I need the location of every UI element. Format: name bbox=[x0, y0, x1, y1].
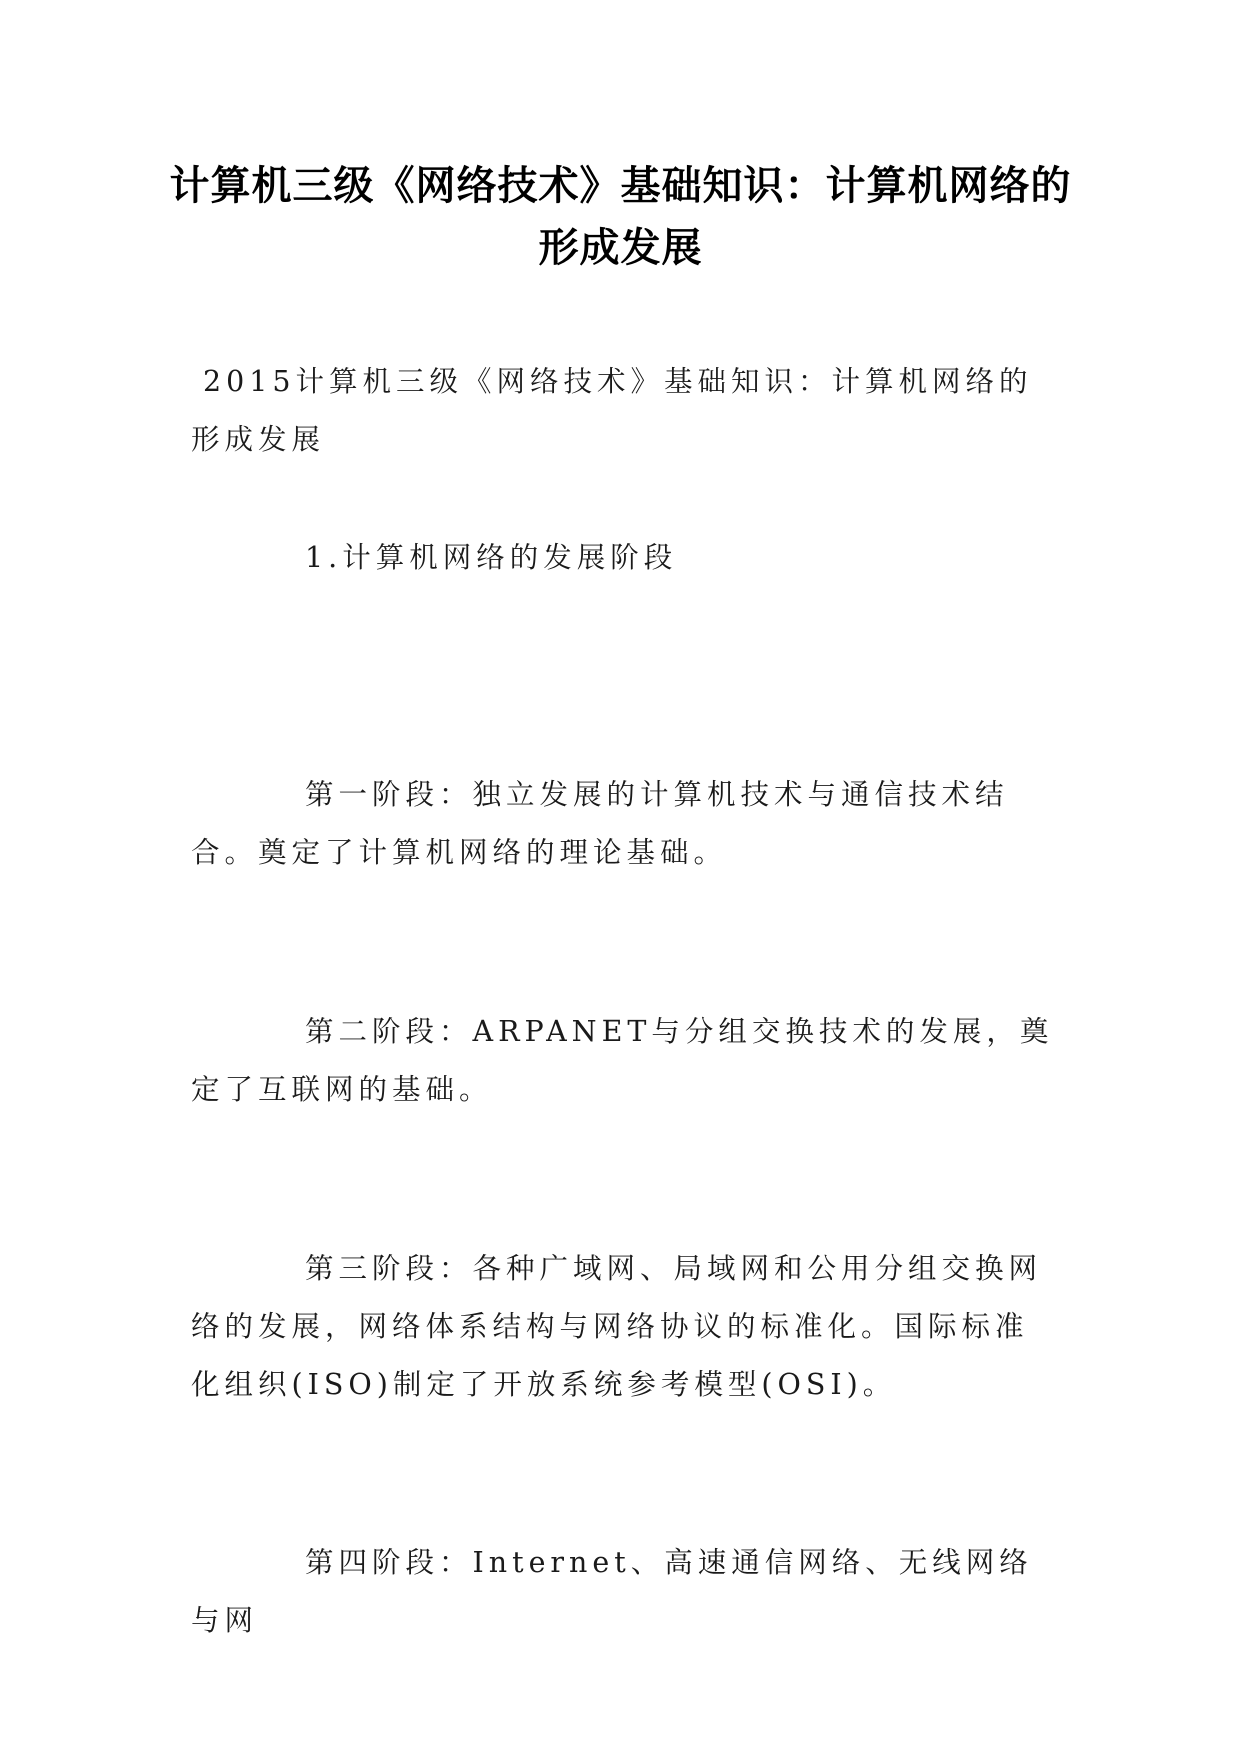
stage-1-paragraph: 第一阶段：独立发展的计算机技术与通信技术结合。奠定了计算机网络的理论基础。 bbox=[191, 778, 1009, 869]
intro-paragraph: 2015计算机三级《网络技术》基础知识：计算机网络的形成发展 bbox=[191, 365, 1033, 456]
stage-3-paragraph: 第三阶段：各种广域网、局域网和公用分组交换网络的发展，网络体系结构与网络协议的标准化。国际标准化组织(ISO)制定了开放系统参考模型(OSI)。 bbox=[191, 1252, 1043, 1401]
stage-4-paragraph: 第四阶段：Internet、高速通信网络、无线网络与网 bbox=[191, 1546, 1033, 1637]
section-heading: 1.计算机网络的发展阶段 bbox=[305, 541, 678, 574]
stage-2-paragraph: 第二阶段：ARPANET与分组交换技术的发展，奠定了互联网的基础。 bbox=[191, 1015, 1054, 1106]
document-title: 计算机三级《网络技术》基础知识：计算机网络的形成发展 bbox=[169, 163, 1072, 271]
